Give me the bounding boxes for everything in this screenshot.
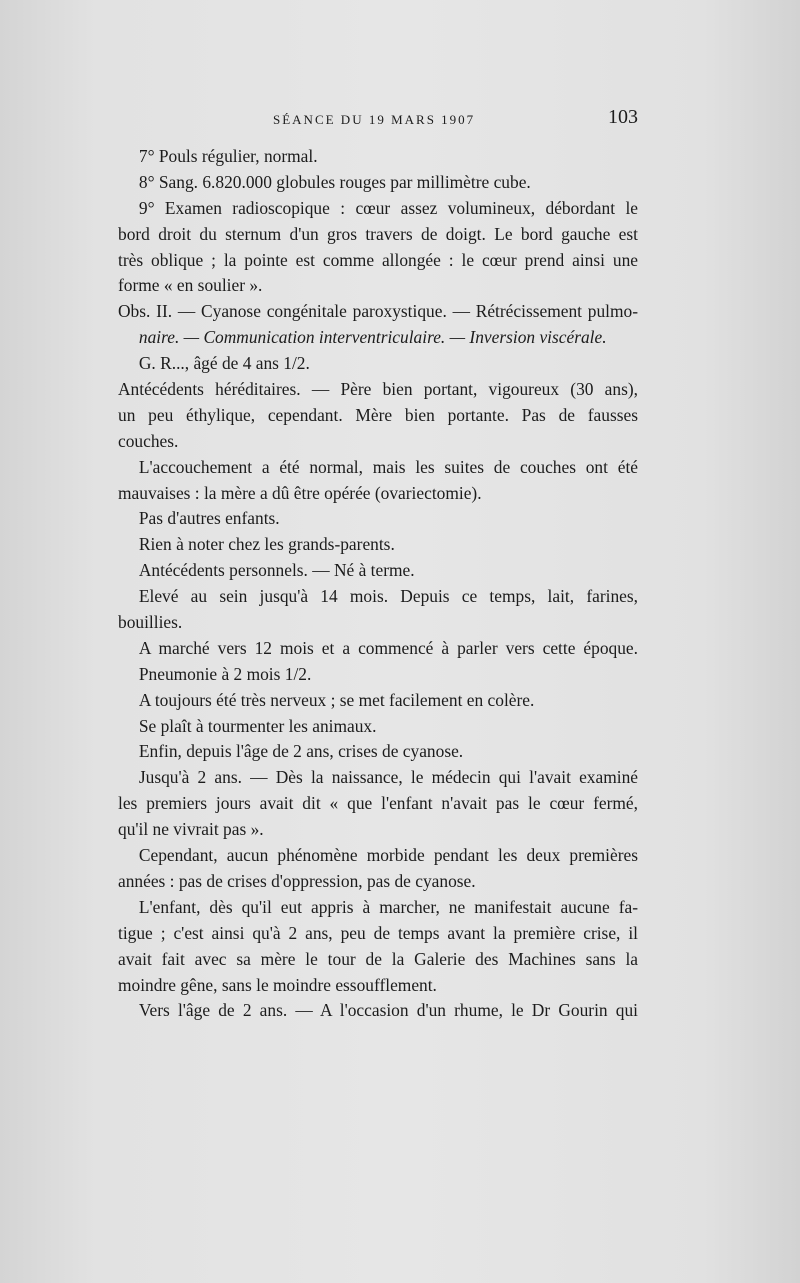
text-line: Rien à noter chez les grands-parents.: [138, 534, 395, 555]
text-line: bord droit du sternum d'un gros travers de doigt. Le bord gauche est: [118, 223, 638, 244]
text-line: années : pas de crises d'oppression, pas de cyanose.: [118, 870, 476, 891]
text-line: Antécédents héréditaires. — Père bien portant, vigoureux (30 ans),: [118, 379, 638, 400]
page-number: 103: [608, 106, 638, 128]
text-line: Jusqu'à 2 ans. — Dès la naissance, le médecin qui l'avait examiné: [138, 767, 638, 788]
text-line: naire. — Communication interventriculaire. — Inversion viscérale.: [138, 327, 607, 348]
text-line: Pas d'autres enfants.: [138, 508, 280, 529]
text-line: Se plaît à tourmenter les animaux.: [138, 715, 377, 736]
text-line: Elevé au sein jusqu'à 14 mois. Depuis ce temps, lait, farines,: [138, 586, 638, 607]
text-line: G. R..., âgé de 4 ans 1/2.: [138, 353, 310, 374]
text-line: Vers l'âge de 2 ans. — A l'occasion d'un rhume, le Dr Gourin qui: [138, 1000, 638, 1021]
running-title: SÉANCE DU 19 MARS 1907: [273, 112, 476, 127]
text-line: forme « en soulier ».: [118, 275, 263, 296]
page-header: [118, 106, 638, 136]
text-line: Enfin, depuis l'âge de 2 ans, crises de cyanose.: [138, 741, 464, 762]
text-line: qu'il ne vivrait pas ».: [118, 819, 264, 840]
text-line: les premiers jours avait dit « que l'enfant n'avait pas le cœur fermé,: [118, 793, 638, 814]
text-line: moindre gêne, sans le moindre essoufflement.: [118, 974, 437, 995]
body-text: [118, 144, 638, 1024]
text-line: tigue ; c'est ainsi qu'à 2 ans, peu de temps avant la première crise, il: [118, 922, 638, 943]
text-line: L'enfant, dès qu'il eut appris à marcher, ne manifestait aucune fa-: [138, 896, 638, 917]
text-line: Antécédents personnels. — Né à terme.: [138, 560, 415, 581]
text-line: 9° Examen radioscopique : cœur assez volumineux, débordant le: [138, 197, 638, 218]
text-line: mauvaises : la mère a dû être opérée (ovariectomie).: [118, 482, 482, 503]
text-line: un peu éthylique, cependant. Mère bien portante. Pas de fausses: [118, 404, 638, 425]
text-line: A toujours été très nerveux ; se met facilement en colère.: [138, 689, 535, 710]
text-line: couches.: [118, 430, 179, 451]
text-line: 8° Sang. 6.820.000 globules rouges par millimètre cube.: [138, 171, 531, 192]
text-line: 7° Pouls régulier, normal.: [138, 146, 318, 166]
text-line: Obs. II. — Cyanose congénitale paroxystique. — Rétrécissement pulmo-: [118, 301, 638, 322]
text-line: Cependant, aucun phénomène morbide pendant les deux premières: [138, 845, 638, 866]
text-line: avait fait avec sa mère le tour de la Galerie des Machines sans la: [118, 948, 638, 969]
text-line: Pneumonie à 2 mois 1/2.: [138, 663, 312, 684]
text-line: très oblique ; la pointe est comme allongée : le cœur prend ainsi une: [118, 249, 638, 270]
text-line: A marché vers 12 mois et a commencé à parler vers cette époque.: [138, 637, 638, 658]
text-line: L'accouchement a été normal, mais les suites de couches ont été: [138, 456, 638, 477]
text-line: bouillies.: [118, 612, 183, 633]
